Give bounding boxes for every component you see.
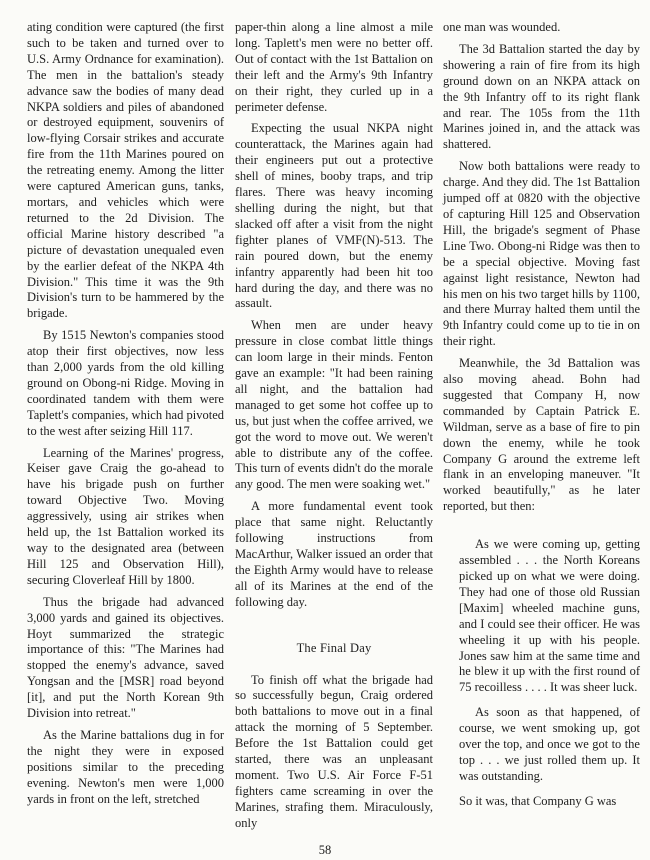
paragraph: A more fundamental event took place that same night. Reluctantly following instructions from MacArthur, Walker issued an order that the Eighth Army would have to release all of its Marines at the end of the following day. <box>235 499 433 609</box>
page-number: 58 <box>318 843 332 857</box>
paragraph: Learning of the Marines' progress, Keiser gave Craig the go-ahead to have his brigade push on further toward Objective Two. Moving aggressively, using air strikes when held up, the 1st Battalion worked its way to the designated area (between Hill 125 and Observation Hill), securing Cloverleaf Hill by 1800. <box>27 445 224 587</box>
paragraph: The 3d Battalion started the day by showering a rain of fire from its high ground down on an NKPA attack on the 9th Infantry off to its right flank and rear. The 105s from the 11th Marines joined in, and the attack was shattered. <box>443 41 640 152</box>
paragraph: paper-thin along a line almost a mile long. Taplett's men were no better off. Out of contact with the 1st Battalion on their left and the Army's 9th Infantry on their right, they curled up in a perimeter defense. <box>235 20 433 114</box>
block-quote <box>443 537 640 785</box>
paragraph: Thus the brigade had advanced 3,000 yards and gained its objectives. Hoyt summarized the strategic importance of this: "The Marines had stopped the enemy's advance, saved Yongsan and the [MSR] road beyond [it], and put the North Korean 9th Division into retreat." <box>27 594 224 721</box>
paragraph: Now both battalions were ready to charge. And they did. The 1st Battalion jumped off at 0820 with the objective of capturing Hill 125 and Observation Hill, the brigade's segment of Phase Line Two. Obong-ni Ridge was then to be a special objective. Moving fast against light resistance, Newton had his men on his two target hills by 1100, and there Murray halted them until the 9th Infantry could come up to tie in on their right. <box>443 159 640 349</box>
paragraph: Meanwhile, the 3d Battalion was also moving ahead. Bohn had suggested that Company H, now commanded by Captain Patrick E. Wildman, serve as a base of fire to pin down the enemy, while he took Company G around the extreme left flank in an enveloping maneuver. "It worked beautifully," as he later reported, but then: <box>443 356 640 514</box>
paragraph: When men are under heavy pressure in close combat little things can loom large in their minds. Fenton gave an example: "It had been raining all night, and the battalion had managed to get some hot coffee up to us, but just when the coffee arrived, we got the word to move out. We weren't able to distribute any of the coffee. This turn of events didn't do the morale any good. The men were soaking wet." <box>235 318 433 492</box>
text-column-3 <box>443 20 640 816</box>
quote-paragraph: As we were coming up, getting assembled . . . the North Koreans picked up on what we were doing. They had one of those old Russian [Maxim] wheeled machine guns, and I could see their officer. He was wheeling it up with his people. Jones saw him at the same time and he blew it up with the first round of 75 recoilless . . . . It was sheer luck. <box>459 537 640 695</box>
paragraph: As the Marine battalions dug in for the night they were in exposed positions similar to the preceding evening. Newton's men were 1,000 yards in front on the left, stretched <box>27 727 224 806</box>
text-column-2 <box>235 20 433 838</box>
paragraph: By 1515 Newton's companies stood atop their first objectives, now less than 2,000 yards from the old killing ground on Obong-ni Ridge. Moving in coordinated tandem with them were Taplett's companies, which had pivoted to the west after seizing Hill 117. <box>27 328 224 438</box>
paragraph: So it was, that Company G was <box>459 793 617 808</box>
paragraph: Expecting the usual NKPA night counterattack, the Marines again had their engineers put out a protective shell of mines, booby traps, and trip flares. There was heavy incoming shelling during the night, but that slacked off after a visit from the night fighter planes of VMF(N)-513. The rain poured down, but the enemy infantry apparently had been hit too hard during the day, and there was no assault. <box>235 121 433 311</box>
paragraph: To finish off what the brigade had so successfully begun, Craig ordered both battalions to move out in a final attack the morning of 5 September. Before the 1st Battalion could get started, there was an unpleasant moment. Two U.S. Air Force F-51 fighters came screaming in over the Marines, strafing them. Miraculously, only <box>235 672 433 830</box>
text-column-1 <box>27 20 224 814</box>
paragraph: one man was wounded. <box>443 20 561 34</box>
quote-paragraph: As soon as that happened, of course, we went smoking up, got over the top, and once we got to the top . . . we just rolled them up. It was outstanding. <box>459 705 640 783</box>
paragraph: ating condition were captured (the first such to be taken and turned over to U.S. Army Ordnance for examination). The men in the battalion's steady advance saw the bodies of many dead NKPA soldiers and piles of abandoned or destroyed equipment, souvenirs of low-flying Corsair strikes and accurate fire from the 11th Marines poured on the retreating enemy. Among the litter were captured American guns, tanks, mortars, and vehicles which were returned to the 2d Division. The official Marine history described "a picture of devastation unequaled even by the earlier defeat of the NKPA 4th Division." This time it was the 9th Division's turn to be hammered by the brigade. <box>27 20 224 321</box>
section-heading: The Final Day <box>296 640 372 655</box>
